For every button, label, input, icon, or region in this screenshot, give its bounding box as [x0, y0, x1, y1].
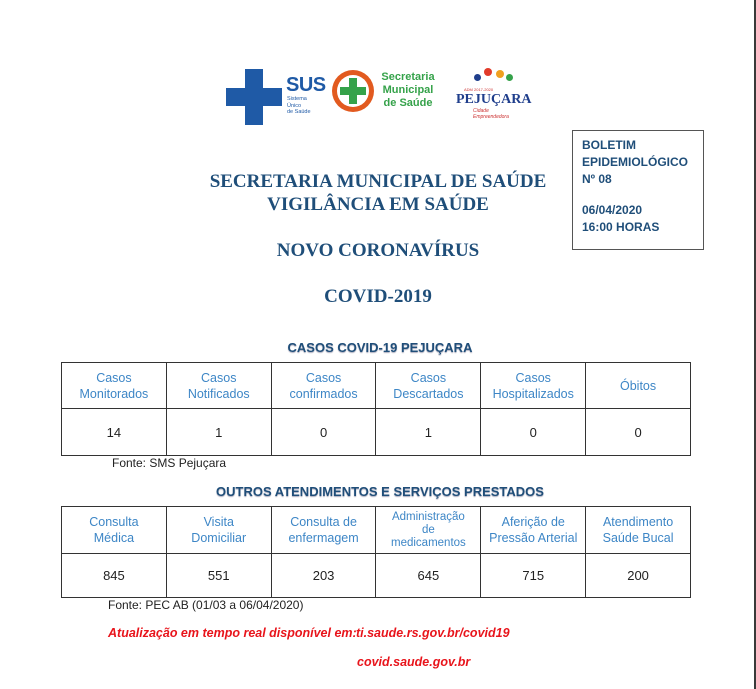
col-administracao-medicamentos: Administração de medicamentos — [376, 507, 481, 554]
boletim-type: EPIDEMIOLÓGICO — [582, 155, 689, 169]
value-monitorados: 14 — [62, 409, 167, 456]
value-descartados: 1 — [376, 409, 481, 456]
boletim-date: 06/04/2020 — [582, 203, 643, 217]
value-hospitalizados: 0 — [481, 409, 586, 456]
update-text: Atualização em tempo real disponível em: — [108, 626, 357, 640]
outros-table — [61, 506, 691, 598]
col-descartados: Casos Descartados — [376, 363, 481, 409]
pejucara-tagline: Cidade Empreendedora — [473, 108, 509, 120]
logo-bar — [226, 66, 532, 126]
header-vigilancia: VIGILÂNCIA EM SAÚDE — [267, 194, 489, 215]
casos-value-row — [62, 409, 691, 456]
outros-fonte: Fonte: PEC AB (01/03 a 06/04/2020) — [108, 598, 304, 612]
col-afericao-pressao: Aferição de Pressão Arterial — [481, 507, 586, 554]
secretaria-logo-text: Secretaria Municipal de Saúde — [381, 71, 435, 109]
link-rs-covid[interactable]: ti.saude.rs.gov.br/covid19 — [356, 626, 510, 640]
col-notificados: Casos Notificados — [166, 363, 271, 409]
value-afericao-pressao: 715 — [481, 554, 586, 598]
header-secretaria: SECRETARIA MUNICIPAL DE SAÚDE — [209, 171, 547, 192]
col-visita-domiciliar: Visita Domiciliar — [166, 507, 271, 554]
header-covid: COVID-2019 — [324, 286, 432, 307]
sus-logo-subtitle: Sistema Único de Saúde — [287, 96, 311, 115]
boletim-label: BOLETIM — [582, 138, 636, 152]
value-saude-bucal: 200 — [586, 554, 691, 598]
value-obitos: 0 — [586, 409, 691, 456]
sus-cross-icon — [226, 69, 282, 125]
value-visita-domiciliar: 551 — [166, 554, 271, 598]
col-saude-bucal: Atendimento Saúde Bucal — [586, 507, 691, 554]
value-notificados: 1 — [166, 409, 271, 456]
col-confirmados: Casos confirmados — [271, 363, 376, 409]
casos-table — [61, 362, 691, 456]
casos-fonte: Fonte: SMS Pejuçara — [112, 456, 227, 470]
pejucara-adm-text: ADM 2017-2020 — [464, 87, 494, 92]
outros-value-row — [62, 554, 691, 598]
outros-header-row — [62, 507, 691, 554]
col-monitorados: Casos Monitorados — [62, 363, 167, 409]
header-novo-coronavirus: NOVO CORONAVÍRUS — [276, 240, 480, 261]
col-consulta-medica: Consulta Médica — [62, 507, 167, 554]
value-confirmados: 0 — [271, 409, 376, 456]
value-administracao-medicamentos: 645 — [376, 554, 481, 598]
link-covid-saude[interactable]: covid.saude.gov.br — [357, 655, 471, 669]
boletim-box — [572, 130, 704, 250]
col-consulta-enfermagem: Consulta de enfermagem — [271, 507, 376, 554]
boletim-number: Nº 08 — [582, 172, 612, 186]
casos-title: CASOS COVID-19 PEJUÇARA — [287, 340, 473, 355]
pejucara-logo-text: PEJUÇARA — [456, 92, 532, 107]
casos-header-row — [62, 363, 691, 409]
outros-title: OUTROS ATENDIMENTOS E SERVIÇOS PRESTADOS — [216, 484, 544, 499]
value-consulta-enfermagem: 203 — [271, 554, 376, 598]
boletim-time: 16:00 HORAS — [582, 220, 660, 234]
col-hospitalizados: Casos Hospitalizados — [481, 363, 586, 409]
sus-logo-text: SUS — [286, 74, 326, 96]
col-obitos: Óbitos — [586, 363, 691, 409]
value-consulta-medica: 845 — [62, 554, 167, 598]
secretaria-cross-icon — [332, 70, 374, 112]
